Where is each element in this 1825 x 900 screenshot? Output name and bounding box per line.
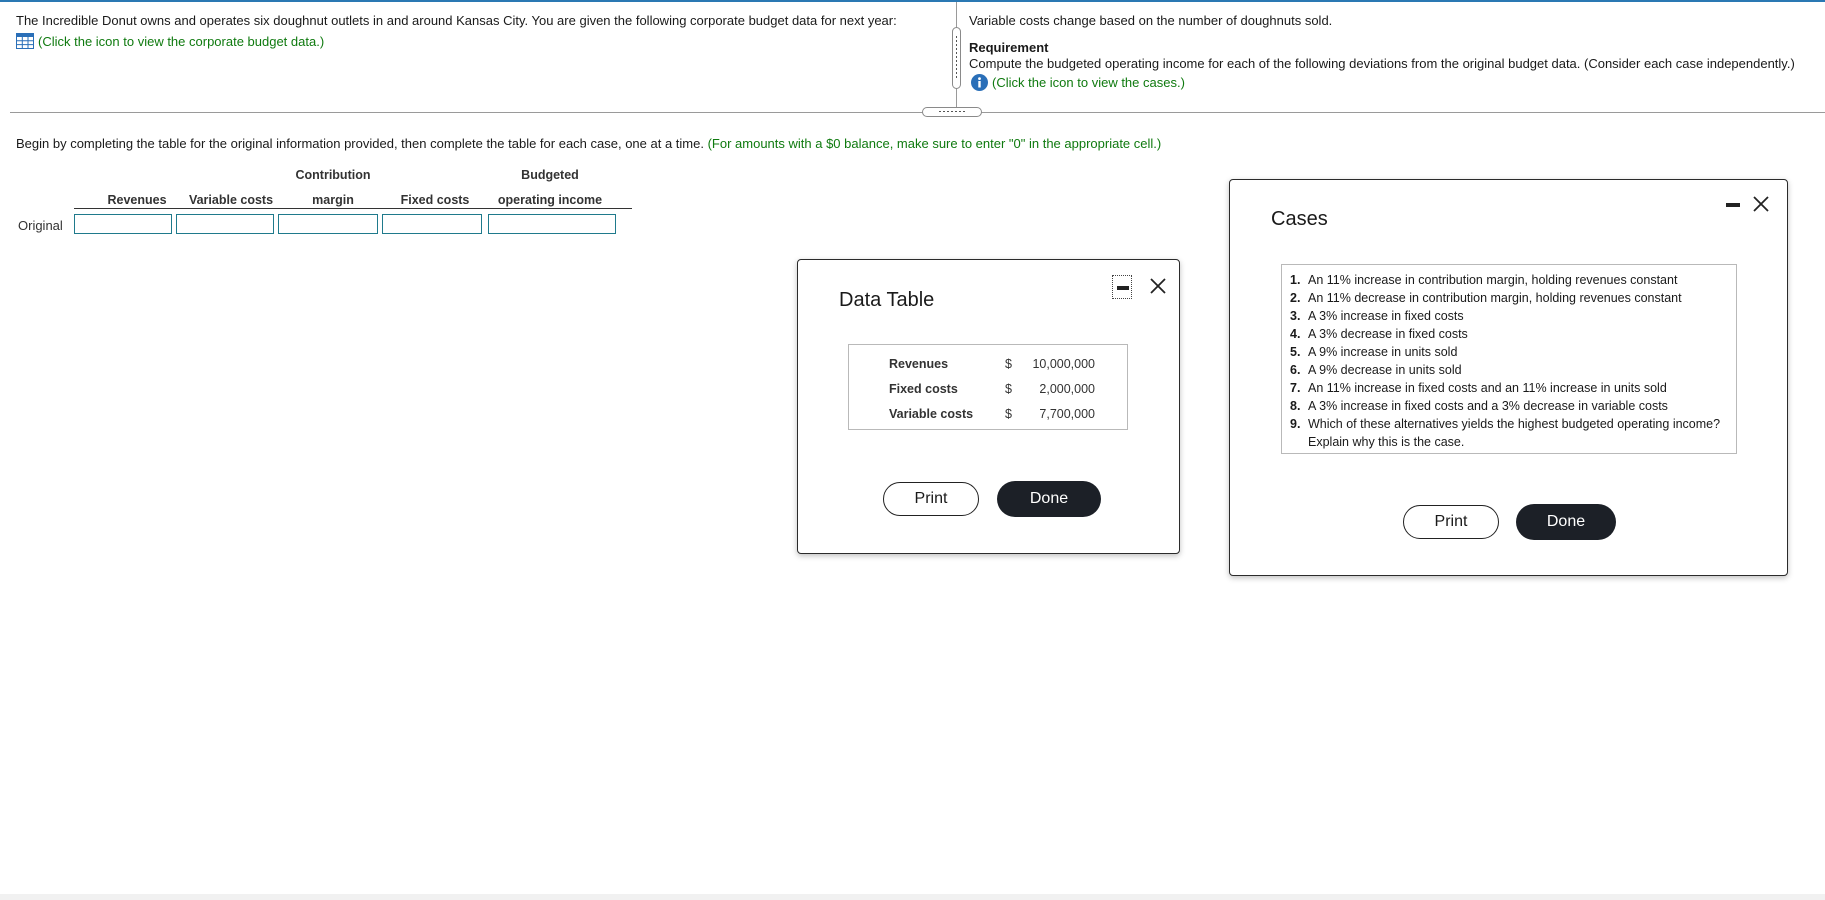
data-value: 10,000,000 [1032, 357, 1095, 371]
case-text: Which of these alternatives yields the highest budgeted operating income? Explain why this is the case. [1308, 417, 1721, 449]
horizontal-splitter-handle[interactable] [922, 107, 982, 117]
header-budgeted-bottom: operating income [497, 193, 603, 207]
header-contribution-top: Contribution [295, 168, 371, 182]
case-text: A 9% decrease in units sold [1308, 363, 1462, 377]
data-table-done-button[interactable]: Done [997, 481, 1101, 517]
bottom-bar [0, 894, 1825, 900]
instruction-text: Begin by completing the table for the original information provided, then complete the table for each case, one at a time. [16, 136, 704, 151]
header-variable-costs: Variable costs [188, 193, 274, 207]
instruction-hint: (For amounts with a $0 balance, make sure to enter "0" in the appropriate cell.) [707, 136, 1162, 151]
data-label: Variable costs [889, 407, 974, 421]
cases-print-button[interactable]: Print [1403, 505, 1499, 539]
problem-statement-pane [16, 13, 936, 49]
requirement-text: Compute the budgeted operating income for each of the following deviations from the original budget data. (Consider each case independently.) [969, 56, 1795, 71]
cases-title: Cases [1271, 208, 1328, 230]
problem-intro: The Incredible Donut owns and operates six doughnut outlets in and around Kansas City. You are given the following corporate budget data for next year: [16, 13, 897, 28]
fixed-costs-input[interactable] [382, 214, 482, 234]
case-text: A 3% decrease in fixed costs [1308, 327, 1468, 341]
cases-link-text[interactable]: (Click the icon to view the cases.) [992, 74, 1185, 90]
case-number: 8. [1290, 399, 1301, 413]
case-text: A 3% increase in fixed costs [1308, 309, 1464, 323]
case-number: 6. [1290, 363, 1301, 377]
case-number: 4. [1290, 327, 1301, 341]
case-number: 7. [1290, 381, 1301, 395]
budget-data-box [848, 344, 1128, 430]
case-text: An 11% increase in contribution margin, holding revenues constant [1308, 273, 1678, 287]
cases-minimize-button[interactable] [1722, 194, 1742, 214]
close-icon [1754, 197, 1768, 211]
table-grid-icon[interactable] [16, 33, 34, 49]
minimize-icon [1117, 286, 1129, 290]
header-fixed-costs: Fixed costs [400, 193, 470, 207]
case-text: A 3% increase in fixed costs and a 3% decrease in variable costs [1308, 399, 1668, 413]
data-table-title: Data Table [839, 289, 935, 311]
case-text: An 11% decrease in contribution margin, holding revenues constant [1308, 291, 1682, 305]
requirement-title: Requirement [969, 40, 1049, 55]
list-item [1290, 379, 1728, 397]
data-value: 2,000,000 [1039, 382, 1095, 396]
case-number: 3. [1290, 309, 1301, 323]
contribution-margin-input[interactable] [278, 214, 378, 234]
list-item [1290, 289, 1728, 307]
case-number: 2. [1290, 291, 1301, 305]
horizontal-splitter [10, 112, 1825, 113]
data-label: Fixed costs [889, 382, 958, 396]
cases-done-button[interactable]: Done [1516, 504, 1616, 540]
info-icon[interactable] [971, 74, 988, 91]
data-table-close-button[interactable] [1148, 276, 1168, 296]
variable-cost-note: Variable costs change based on the number of doughnuts sold. [969, 13, 1333, 28]
header-contribution-bottom: margin [312, 193, 354, 207]
list-item [1290, 397, 1728, 415]
case-number: 5. [1290, 345, 1301, 359]
minimize-icon [1726, 203, 1740, 207]
data-value: 7,700,000 [1039, 407, 1095, 421]
requirement-pane [969, 13, 1819, 91]
cases-list [1281, 264, 1737, 454]
data-currency: $ [1005, 382, 1012, 396]
case-text: An 11% increase in fixed costs and an 11% increase in units sold [1308, 381, 1667, 395]
list-item [1290, 343, 1728, 361]
budget-data-link[interactable] [16, 33, 936, 49]
revenues-input[interactable] [74, 214, 172, 234]
header-underline [74, 208, 632, 209]
data-table-popup [797, 259, 1180, 554]
header-budgeted-top: Budgeted [521, 168, 579, 182]
case-number: 1. [1290, 273, 1301, 287]
operating-income-input[interactable] [488, 214, 616, 234]
data-table-print-button[interactable]: Print [883, 482, 979, 516]
list-item [1290, 325, 1728, 343]
case-number: 9. [1290, 417, 1301, 431]
variable-costs-input[interactable] [176, 214, 274, 234]
data-currency: $ [1005, 357, 1012, 371]
instruction-line [16, 136, 1216, 151]
vertical-splitter-handle[interactable] [952, 27, 961, 89]
cases-popup [1229, 179, 1788, 576]
cases-close-button[interactable] [1751, 194, 1771, 214]
list-item [1290, 361, 1728, 379]
close-icon [1151, 279, 1165, 293]
list-item [1290, 415, 1728, 451]
case-text: A 9% increase in units sold [1308, 345, 1458, 359]
cases-link[interactable] [971, 74, 1819, 91]
row-label-original: Original [18, 218, 63, 233]
data-label: Revenues [889, 357, 949, 371]
data-currency: $ [1005, 407, 1012, 421]
list-item [1290, 307, 1728, 325]
top-accent-bar [0, 0, 1825, 2]
header-revenues: Revenues [107, 193, 167, 207]
data-table-minimize-button[interactable] [1112, 275, 1132, 299]
list-item [1290, 271, 1728, 289]
budget-data-link-text[interactable]: (Click the icon to view the corporate budget data.) [38, 33, 325, 49]
